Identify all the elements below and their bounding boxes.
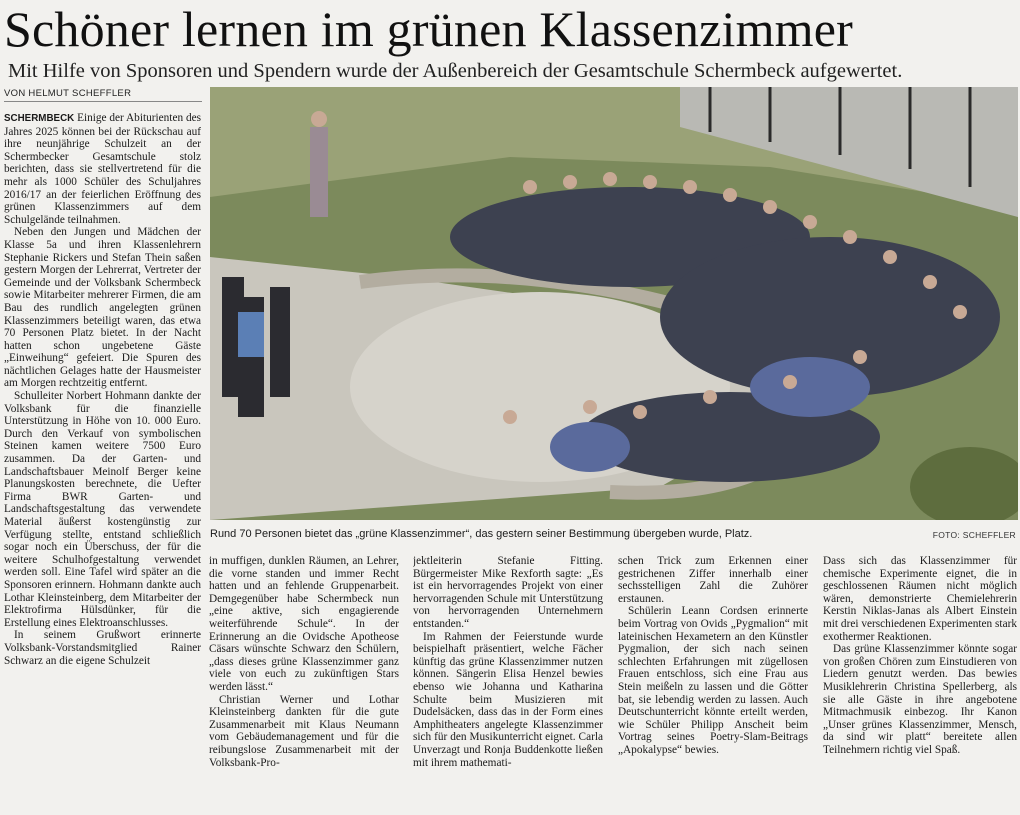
text-column-4 [618,555,808,813]
caption-text: Rund 70 Personen bietet das „grüne Klassenzimmer“, das gestern seiner Bestimmung übergeben wurde, Platz. [210,528,753,540]
text-column-5 [823,555,1017,813]
paragraph: Das grüne Klassenzimmer könnte sogar von großen Chören zum Einstudieren von Liedern genutzt werden. Das bewies Musiklehrerin Christina Spellerberg, als sie alle Gäste in ihre angebotene Mitmachmusik einbezog. Ihr Kanon „Unser grünes Klassenzimmer, Mensch, da sind wir platt“ bereitete allen Teilnehmern richtig viel Spaß. [823,643,1017,756]
paragraph: Christian Werner und Lothar Kleinsteinberg dankten für die gute Zusammenarbeit mit Klaus Neumann vom Gebäudemanagement und für die reibungslose Zusammenarbeit mit der Volksbank-Pro- [209,693,399,769]
paragraph: Dass sich das Klassenzimmer für chemische Experimente eignet, die in geschlossenen Räumen nicht möglich wären, demonstrierte Chemielehrerin Kerstin Niklas-Janas als Albert Einstein mit drei verschiedenen Experimenten stark exothermer Reaktionen. [823,555,1017,643]
paragraph: In seinem Grußwort erinnerte Volksbank-Vorstandsmitglied Rainer Schwarz an die eigene Schulzeit [4,629,201,667]
paragraph: Schulleiter Norbert Hohmann dankte der Volksbank für die finanzielle Unterstützung in Höhe von 10. 000 Euro. Durch den Verkauf von symbolischen Steinen kamen weitere 7500 Euro zusammen. Da der Garten- und Landschaftsbauer Meinolf Berger keine Planungskosten berechnete, die Uefter Firma BWR Garten- und Landschaftsgestaltung das verwendete Material äußerst kostengünstig zur Verfügung stellte, entstand schließlich sogar noch ein Überschuss, der für die weitere Schulhofgestaltung verwendet werden soll. Eine Tafel wird später an die Sponsoren erinnern. Hohmann dankte auch Lothar Kleinsteinberg, dem Mitarbeiter der Elektrofirma Hülsdünker, für die Erstellung eines Elektroanschlusses. [4,390,201,629]
text-column-1 [4,112,201,812]
paragraph: Schülerin Leann Cordsen erinnerte beim Vortrag von Ovids „Pygmalion“ mit lateinischen Hexametern an den Künstler Pygmalion, der sich nach seinen schlechten Erfahrungen mit zügellosen Frauen entschloss, sich eine Frau aus Stein meißeln zu lassen und die Götter bat, sie lebendig werden zu lassen. Auch Deutschunterricht könnte erteilt werden, wie Schüler Philipp Anscheit beim Vortrag seines Poetry-Slam-Beitrags „Apokalypse“ bewies. [618,605,808,756]
paragraph-text: Einige der Abiturienten des Jahres 2025 können bei der Rückschau auf ihre neunjährige Schulzeit an der Schermbecker Gesamtschule stolz berichten, dass sie stellvertretend für die mehr als 1000 Schüler des Schuljahres 2016/17 an der feierlichen Eröffnung des grünen Klassenzimmers auf dem Schulgelände teilnahmen. [4,112,201,226]
subheadline: Mit Hilfe von Sponsoren und Spendern wurde der Außenbereich der Gesamtschule Schermbeck aufgewertet. [8,60,903,82]
paragraph: Neben den Jungen und Mädchen der Klasse 5a und ihren Klassenlehrern Stephanie Rickers und Stefan Thein saßen gestern Morgen der Lehrerrat, Vertreter der Gemeinde und der Volksbank Schermbeck sowie Mitarbeiter mehrerer Firmen, die am Bau des rundlich angelegten grünen Klassenzimmers beteiligt waren, das etwa 70 Personen Platz bietet. In der Nacht hatten schon ungebetene Gäste „Einweihung“ gefeiert. Die Spuren des nächtlichen Gelages hatte der Hausmeister am Morgen rechtzeitig entfernt. [4,226,201,390]
paragraph: in muffigen, dunklen Räumen, an Lehrer, die vorne standen und immer Recht hatten und an fehlende Gruppenarbeit. Demgegenüber habe Schermbeck nun „eine aktive, sich engagierende weiterführende Schule“. In der Erinnerung an die Ovidsche Apotheose Cäsars wünschte Schwarz den Schülern, „dass dieses grüne Klassenzimmer ganz viele von euch zu zukünftigen Stars werden lässt.“ [209,555,399,693]
photo-caption [210,525,1018,543]
paragraph [4,112,201,226]
paragraph: schen Trick zum Erkennen einer gestrichenen Ziffer innerhalb einer sechsstelligen Zahl die Zuhörer erstaunen. [618,555,808,605]
article-photo [210,87,1018,520]
text-column-3 [413,555,603,813]
paragraph: Im Rahmen der Feierstunde wurde beispielhaft präsentiert, welche Fächer künftig das grüne Klassenzimmer nutzen können. Sängerin Elisa Henzel bewies ebenso wie Johanna und Katharina Schulte beim Musizieren mit Dudelsäcken, dass das in der Form eines Amphitheaters angelegte Klassenzimmer sich für den Musikunterricht eignet. Carla Unverzagt und Ronja Buddenkotte ließen mit ihrem mathemati- [413,630,603,769]
byline: VON HELMUT SCHEFFLER [4,88,202,102]
headline: Schöner lernen im grünen Klassenzimmer [4,1,854,57]
dateline: SCHERMBECK [4,113,75,124]
text-column-2 [209,555,399,813]
photo-credit: FOTO: SCHEFFLER [932,530,1016,540]
paragraph: jektleiterin Stefanie Fitting. Bürgermeister Mike Rexforth sagte: „Es ist ein hervorragendes Projekt von einer hervorragenden Schule mit Unterstützung von hervorragenden Unternehmern entstanden.“ [413,555,603,630]
